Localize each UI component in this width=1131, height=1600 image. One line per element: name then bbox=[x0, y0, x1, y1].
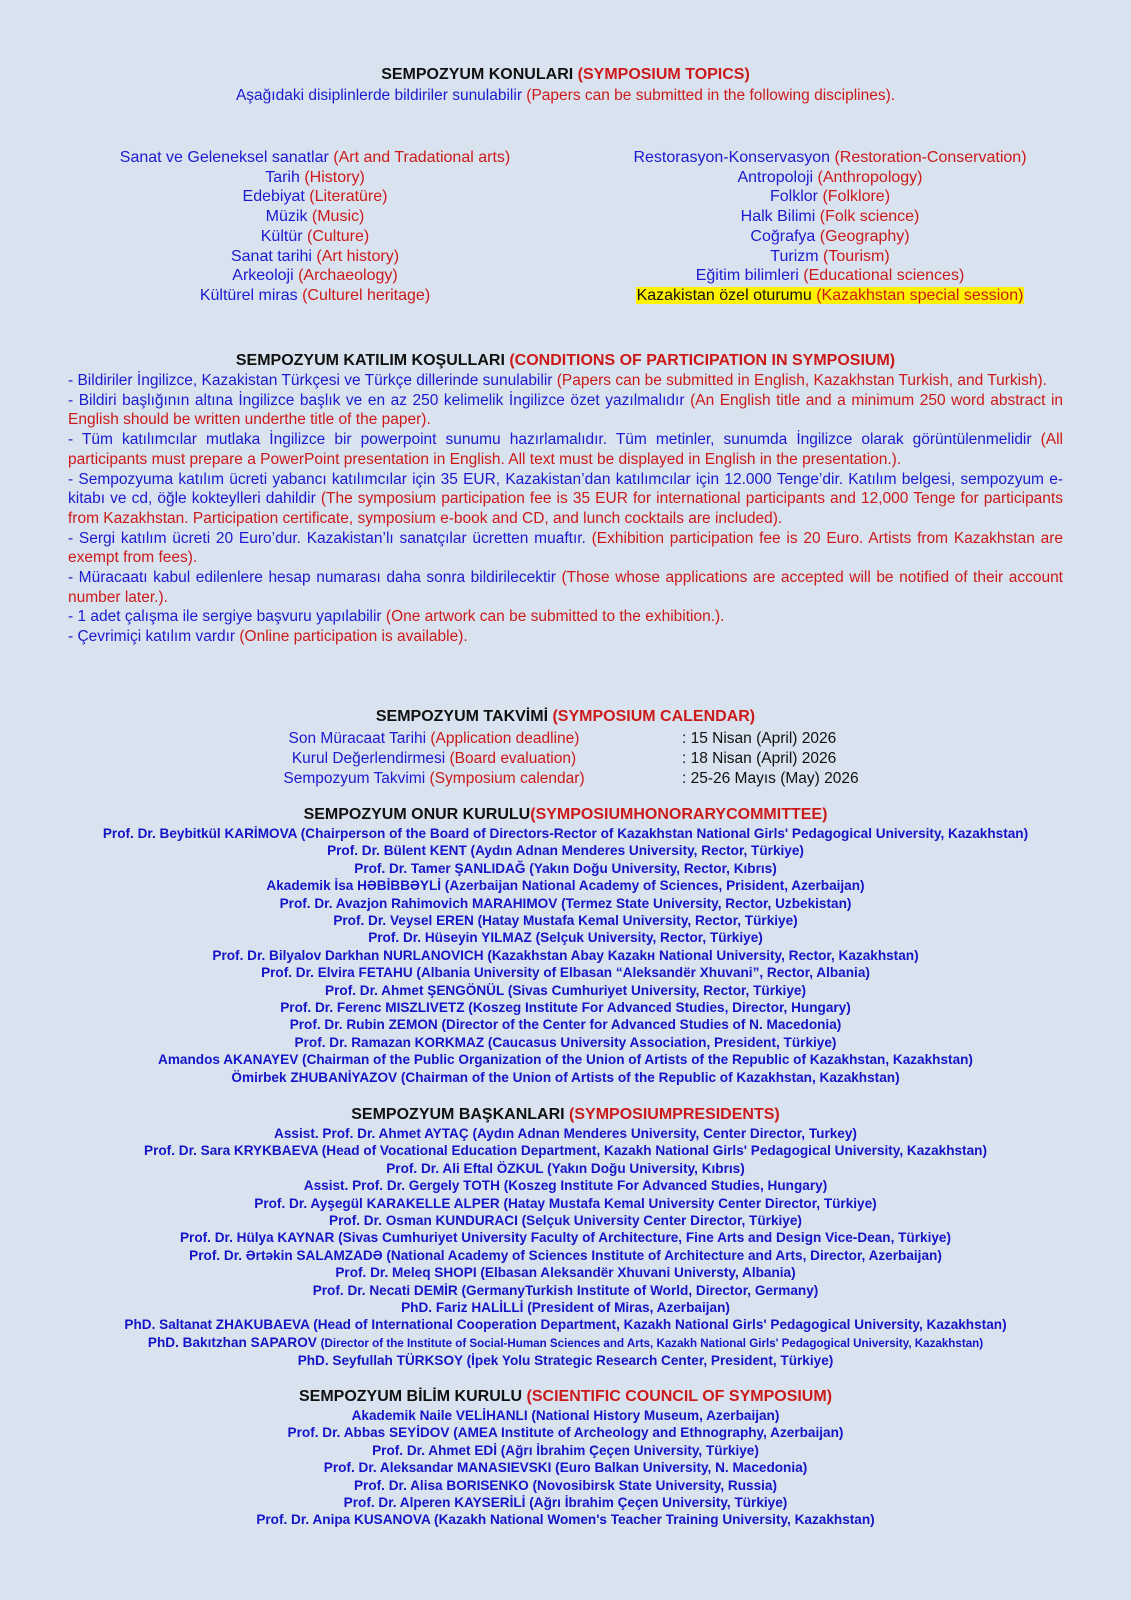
committee-member: Prof. Dr. Ahmet ŞENGÖNÜL (Sivas Cumhuriyet University, Rector, Türkiye) bbox=[325, 982, 806, 998]
president-member: PhD. Saltanat ZHAKUBAEVA (Head of International Cooperation Department, Kazakh National Girls' Pedagogical University, Kazakhstan) bbox=[124, 1317, 1007, 1333]
condition-item: - Bildiriler İngilizce, Kazakistan Türkçesi ve Türkçe dillerinde sunulabilir (Papers can be submitted in English, Kazakhstan Turkish, and Turkish). bbox=[68, 372, 1047, 389]
council-member: Prof. Dr. Ahmet EDİ (Ağrı İbrahim Çeçen University, Türkiye) bbox=[372, 1442, 759, 1458]
committee-member: Prof. Dr. Bilyalov Darkhan NURLANOVICH (Kazakhstan Abay Kazakн National University, Rector, Kazakhstan) bbox=[212, 947, 919, 963]
condition-item: - 1 adet çalışma ile sergiye başvuru yapılabilir (One artwork can be submitted to the exhibition.). bbox=[68, 608, 725, 626]
calendar-label: Sempozyum Takvimi (Symposium calendar) bbox=[283, 770, 585, 787]
calendar-row bbox=[0, 770, 1131, 790]
president-member: Assist. Prof. Dr. Ahmet AYTAÇ (Aydın Adnan Menderes University, Center Director, Turkey) bbox=[274, 1126, 857, 1141]
topic-item: Halk Bilimi (Folk science) bbox=[740, 208, 920, 226]
president-member: Prof. Dr. Osman KUNDURACI (Selçuk University Center Director, Türkiye) bbox=[329, 1213, 802, 1229]
topic-item: Müzik (Music) bbox=[265, 208, 365, 226]
president-member: Prof. Dr. Necati DEMİR (GermanyTurkish Institute of World, Director, Germany) bbox=[312, 1282, 819, 1298]
president-member: Prof. Dr. Hülya KAYNAR (Sivas Cumhuriyet University Faculty of Architecture, Fine Arts and Design Vice-Dean, Türkiye) bbox=[179, 1230, 952, 1246]
topics-title: SEMPOZYUM KONULARI (SYMPOSIUM TOPICS) bbox=[381, 66, 750, 83]
council-member: Prof. Dr. Alisa BORISENKO (Novosibirsk State University, Russia) bbox=[353, 1477, 778, 1493]
committee-member: Prof. Dr. Elvira FETAHU (Albania University of Elbasan “Aleksandër Xhuvani”, Rector, Albania) bbox=[261, 965, 870, 981]
calendar-value: : 15 Nisan (April) 2026 bbox=[682, 730, 837, 747]
topic-item-highlighted: Kazakistan özel oturumu (Kazakhstan special session) bbox=[636, 286, 1024, 304]
council-member: Prof. Dr. Aleksandar MANASIEVSKI (Euro Balkan University, N. Macedonia) bbox=[323, 1460, 808, 1476]
condition-item: - Bildiri başlığının altına İngilizce başlık ve en az 250 kelimelik İngilizce özet yazılmalıdır (An English title and a minimum 250 word abstract in English should be written underthe title of the paper). bbox=[68, 391, 1064, 429]
calendar-value: : 18 Nisan (April) 2026 bbox=[682, 750, 837, 767]
topic-item: Kültür (Culture) bbox=[260, 227, 370, 245]
committee-member: Amandos AKANAYEV (Chairman of the Public Organization of the Union of Artists of the Republic of Kazakhstan, Kazakhstan) bbox=[158, 1052, 973, 1068]
topic-item: Folklor (Folklore) bbox=[769, 188, 891, 206]
committee-member: Prof. Dr. Avazjon Rahimovich MARAHIMOV (Termez State University, Rector, Uzbekistan) bbox=[279, 895, 852, 911]
topic-item: Restorasyon-Konservasyon (Restoration-Conservation) bbox=[633, 149, 1027, 166]
calendar-label: Son Müracaat Tarihi (Application deadline) bbox=[288, 730, 580, 747]
scientific-council-section bbox=[0, 1388, 1131, 1529]
committee-member: Prof. Dr. Rubin ZEMON (Director of the Center for Advanced Studies of N. Macedonia) bbox=[289, 1017, 842, 1033]
honorary-committee-section bbox=[0, 806, 1131, 1086]
condition-item: - Sergi katılım ücreti 20 Euro’dur. Kazakistan’lı sanatçılar ücretten muaftır. (Exhibition participation fee is 20 Euro. Artists from Kazakhstan are exempt from fees). bbox=[68, 529, 1063, 567]
topic-item: Coğrafya (Geography) bbox=[750, 227, 910, 245]
committee-member: Prof. Dr. Bülent KENT (Aydın Adnan Menderes University, Rector, Türkiye) bbox=[327, 843, 804, 859]
condition-item: - Sempozyuma katılım ücreti yabancı katılımcılar için 35 EUR, Kazakistan’dan katılımcılar için 12.000 Tenge’dir. Katılım belgesi, sempozyum e-kitabı ve cd, öğle kokteylleri dahildir (The symposium participation fee is 35 EUR for international participants and 12,000 Tenge for participants from Kazakhstan. Participation certificate, symposium e-book and CD, and lunch cocktails are included). bbox=[68, 470, 1063, 527]
presidents-title: SEMPOZYUM BAŞKANLARI (SYMPOSIUMPRESIDENTS) bbox=[351, 1106, 780, 1123]
calendar-label: Kurul Değerlendirmesi (Board evaluation) bbox=[291, 750, 577, 767]
calendar-row bbox=[0, 750, 1131, 770]
topics-section-header bbox=[0, 66, 1131, 105]
calendar-title: SEMPOZYUM TAKVİMİ (SYMPOSIUM CALENDAR) bbox=[375, 708, 756, 725]
committee-member: Ömirbek ZHUBANİYAZOV (Chairman of the Union of Artists of the Republic of Kazakhstan, Kazakhstan) bbox=[231, 1069, 900, 1085]
committee-member: Prof. Dr. Beybitkül KARİMOVA (Chairperson of the Board of Directors-Rector of Kazakhstan National Girls' Pedagogical University, Kazakhstan) bbox=[102, 826, 1029, 841]
council-member: Akademik Naile VELİHANLI (National History Museum, Azerbaijan) bbox=[351, 1408, 780, 1423]
calendar-value: : 25-26 Mayıs (May) 2026 bbox=[682, 770, 859, 787]
council-member: Prof. Dr. Anipa KUSANOVA (Kazakh National Women's Teacher Training University, Kazakhstan) bbox=[256, 1512, 875, 1528]
committee-member: Akademik İsa HƏBİBBƏYLİ (Azerbaijan National Academy of Sciences, Prisident, Azerbaijan) bbox=[266, 878, 865, 894]
conditions-title: SEMPOZYUM KATILIM KOŞULLARI (CONDITIONS OF PARTICIPATION IN SYMPOSIUM) bbox=[235, 352, 896, 369]
topics-right-column bbox=[595, 148, 1065, 306]
honorary-committee-title: SEMPOZYUM ONUR KURULU(SYMPOSIUMHONORARYCOMMITTEE) bbox=[303, 806, 828, 823]
presidents-section bbox=[0, 1106, 1131, 1370]
topics-left-column bbox=[60, 148, 570, 306]
committee-member: Prof. Dr. Tamer ŞANLIDAĞ (Yakın Doğu University, Rector, Kıbrıs) bbox=[354, 860, 777, 876]
condition-item: - Müracaatı kabul edilenlere hesap numarası daha sonra bildirilecektir (Those whose applications are accepted will be notified of their account number later.). bbox=[68, 569, 1063, 606]
president-member: PhD. Bakıtzhan SAPAROV (Director of the Institute of Social-Human Sciences and Arts, Kazakh National Girls' Pedagogical University, Kazakhstan) bbox=[147, 1334, 984, 1350]
condition-item: - Tüm katılımcılar mutlaka İngilizce bir powerpoint sunumu hazırlamalıdır. Tüm metinler, sunumda İngilizce olarak görüntülenmelidir (All participants must prepare a PowerPoint presentation in English. All text must be displayed in English in the presentation.). bbox=[68, 431, 1063, 468]
president-member: Assist. Prof. Dr. Gergely TOTH (Koszeg Institute For Advanced Studies, Hungary) bbox=[303, 1178, 828, 1194]
topic-item: Sanat ve Geleneksel sanatlar (Art and Tradational arts) bbox=[119, 149, 511, 166]
president-member: Prof. Dr. Meleq SHOPI (Elbasan Aleksandër Xhuvani Universty, Albania) bbox=[335, 1265, 796, 1281]
topic-item: Arkeoloji (Archaeology) bbox=[232, 267, 398, 285]
topic-item: Kültürel miras (Culturel heritage) bbox=[199, 286, 431, 304]
president-member: Prof. Dr. Sara KRYKBAEVA (Head of Vocational Education Department, Kazakh National Girls' Pedagogical University, Kazakhstan) bbox=[144, 1143, 987, 1159]
topic-item: Eğitim bilimleri (Educational sciences) bbox=[695, 267, 965, 285]
conditions-section bbox=[68, 352, 1063, 647]
president-member: Prof. Dr. Ali Eftal ÖZKUL (Yakın Doğu University, Kıbrıs) bbox=[386, 1160, 745, 1176]
topic-item: Edebiyat (Literatüre) bbox=[242, 188, 388, 206]
committee-member: Prof. Dr. Ferenc MISZLIVETZ (Koszeg Institute For Advanced Studies, Director, Hungary) bbox=[280, 1000, 851, 1016]
scientific-council-title: SEMPOZYUM BİLİM KURULU (SCIENTIFIC COUNCIL OF SYMPOSIUM) bbox=[298, 1388, 833, 1405]
condition-item: - Çevrimiçi katılım vardır (Online participation is available). bbox=[68, 628, 468, 646]
topic-item: Tarih (History) bbox=[265, 168, 365, 186]
committee-member: Prof. Dr. Ramazan KORKMAZ (Caucasus University Association, President, Türkiye) bbox=[294, 1034, 837, 1050]
council-member: Prof. Dr. Abbas SEYİDOV (AMEA Institute of Archeology and Ethnography, Azerbaijan) bbox=[287, 1425, 844, 1441]
topic-item: Antropoloji (Anthropology) bbox=[737, 168, 923, 186]
council-member: Prof. Dr. Alperen KAYSERİLİ (Ağrı İbrahim Çeçen University, Türkiye) bbox=[343, 1495, 788, 1511]
calendar-row bbox=[0, 730, 1131, 750]
president-member: Prof. Dr. Ayşegül KARAKELLE ALPER (Hatay Mustafa Kemal University Center Director, Türkiye) bbox=[254, 1195, 877, 1211]
topic-item: Sanat tarihi (Art history) bbox=[230, 247, 400, 265]
topics-subtitle: Aşağıdaki disiplinlerde bildiriler sunulabilir (Papers can be submitted in the following disciplines). bbox=[235, 87, 896, 104]
committee-member: Prof. Dr. Hüseyin YILMAZ (Selçuk University, Rector, Türkiye) bbox=[368, 930, 763, 946]
topic-item: Turizm (Tourism) bbox=[770, 247, 890, 265]
president-member: PhD. Seyfullah TÜRKSOY (İpek Yolu Strategic Research Center, President, Türkiye) bbox=[297, 1353, 834, 1369]
calendar-section bbox=[0, 708, 1131, 787]
president-member: Prof. Dr. Ərtəkin SALAMZADƏ (National Academy of Sciences Institute of Architecture and Arts, Director, Azerbaijan) bbox=[189, 1247, 942, 1263]
president-member: PhD. Fariz HALİLLİ (President of Miras, Azerbaijan) bbox=[401, 1300, 730, 1316]
committee-member: Prof. Dr. Veysel EREN (Hatay Mustafa Kemal University, Rector, Türkiye) bbox=[333, 913, 798, 929]
